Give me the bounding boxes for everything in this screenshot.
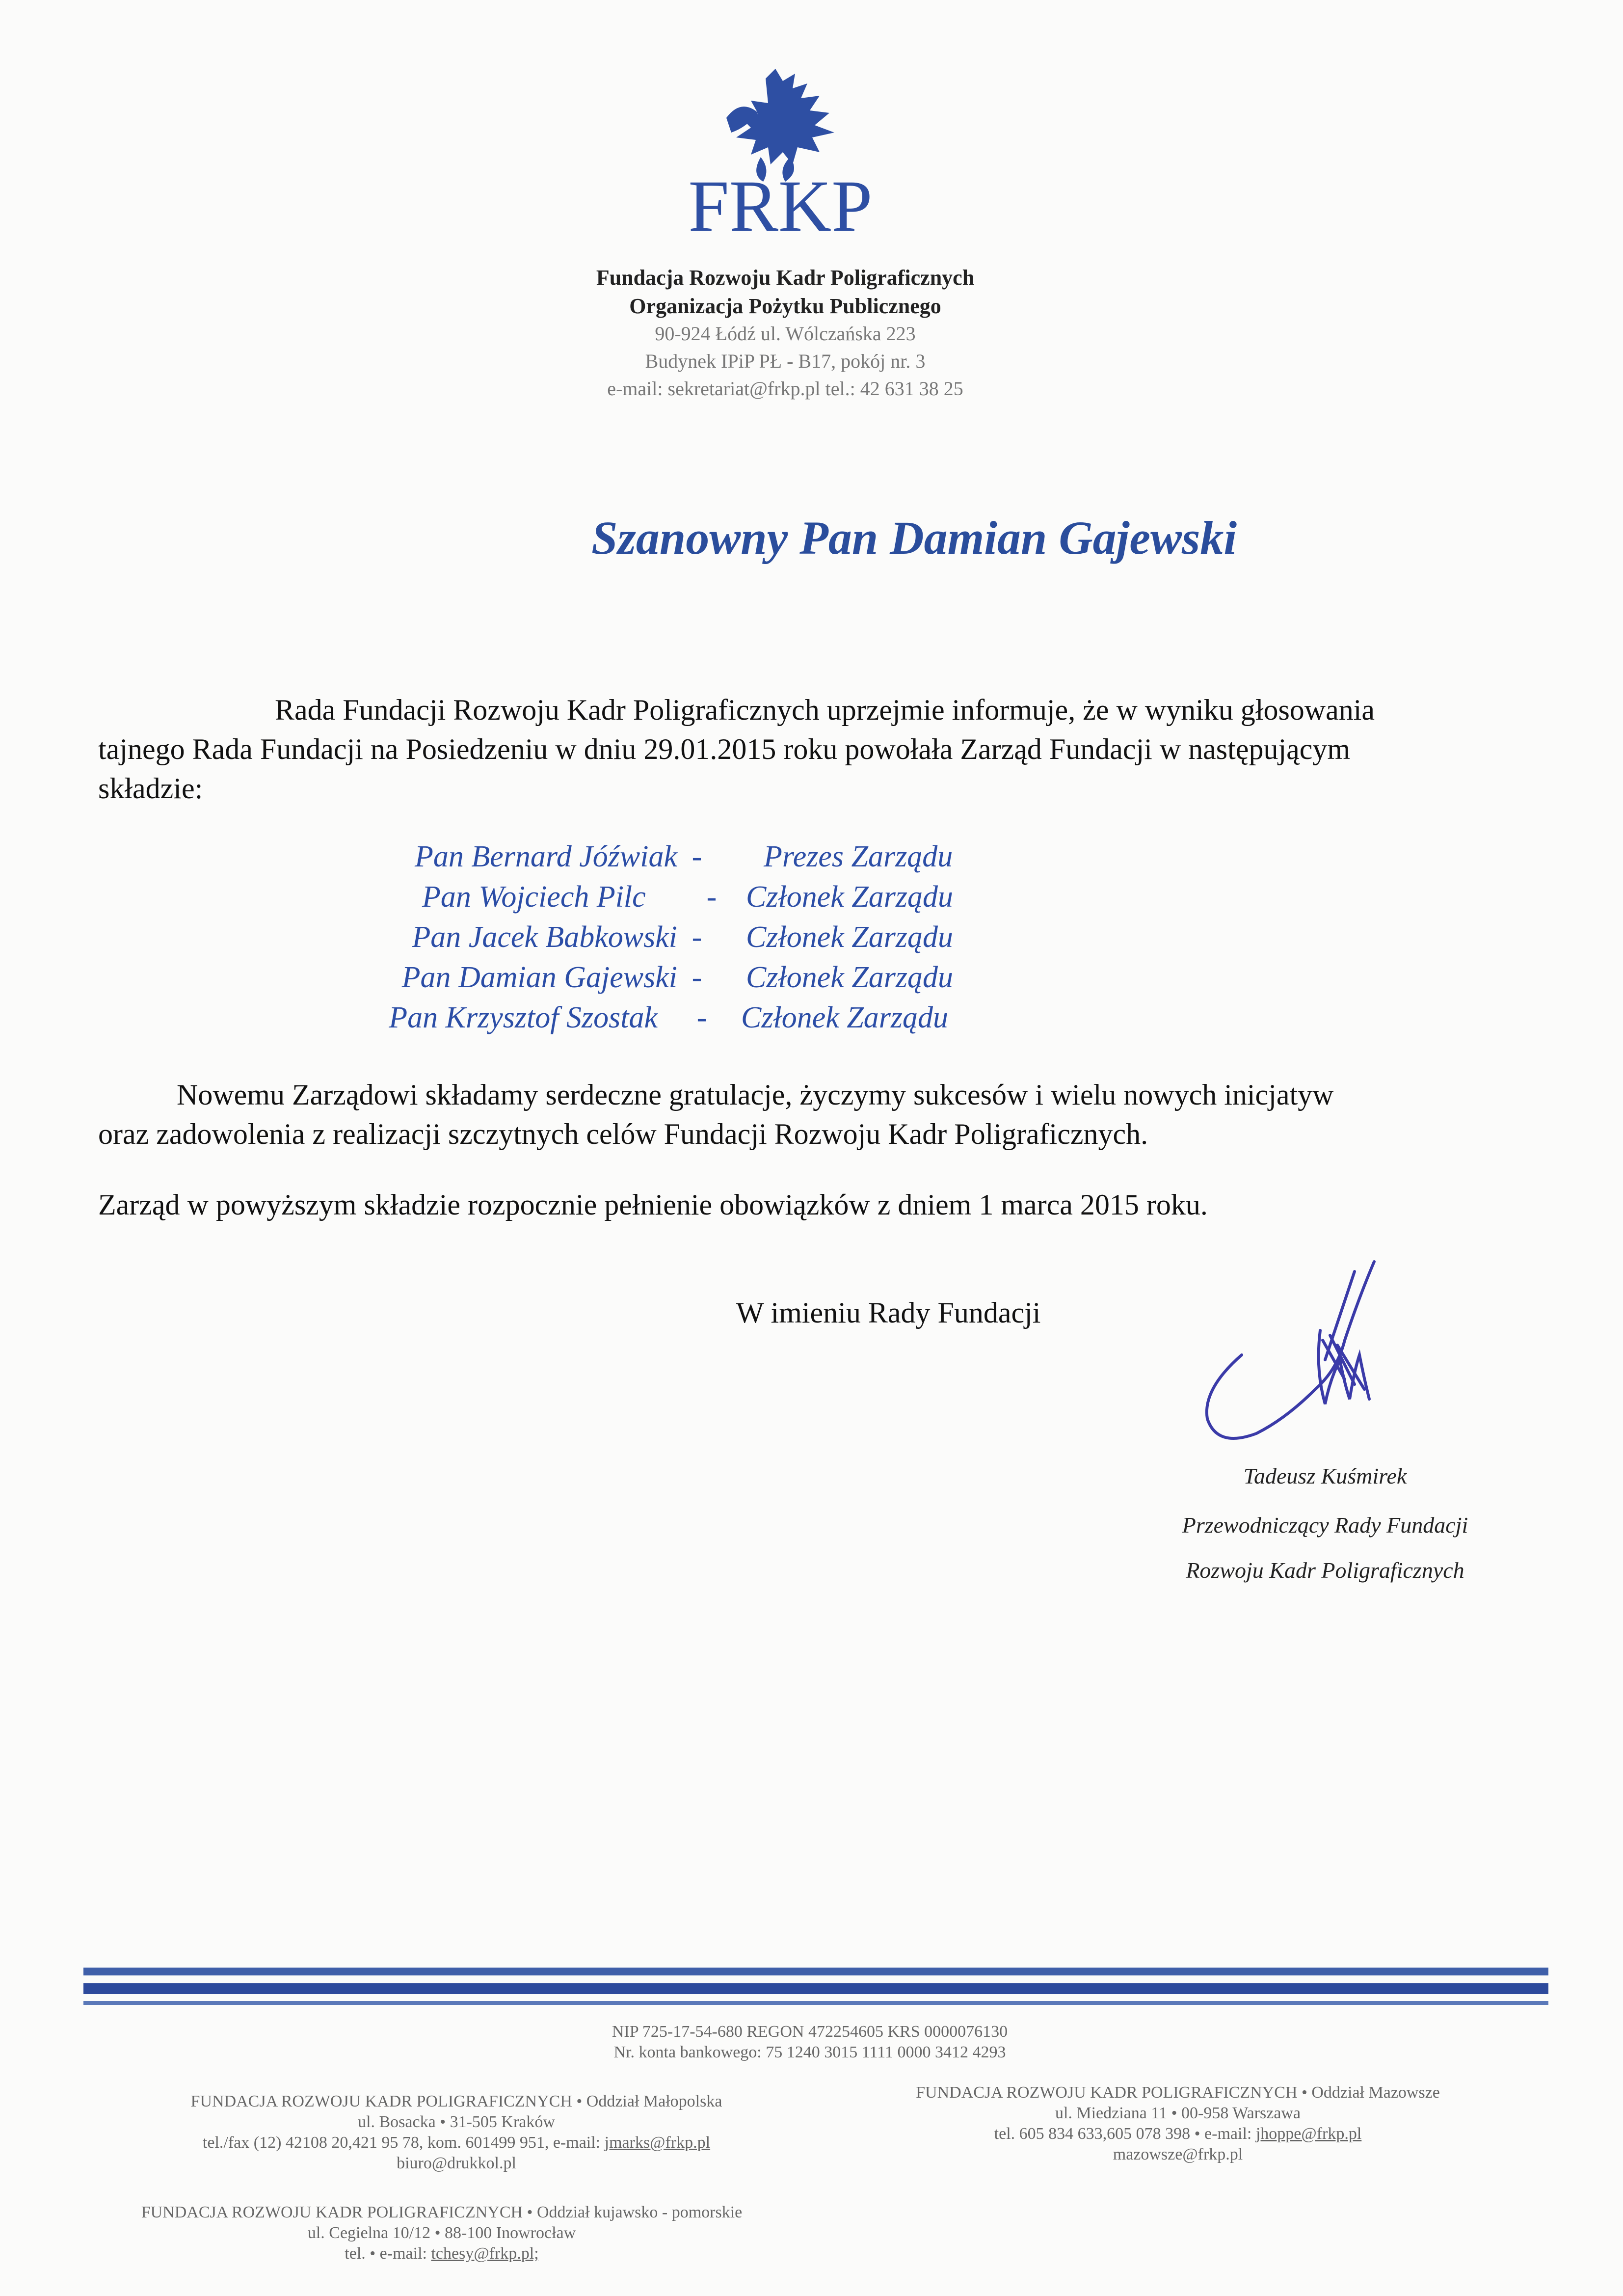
- branch-address: ul. Cegielna 10/12 • 88-100 Inowrocław: [307, 2224, 576, 2242]
- branch-phone-text: tel. • e-mail:: [345, 2244, 431, 2263]
- branch-phone-text: tel. 605 834 633,605 078 398 • e-mail:: [994, 2125, 1256, 2143]
- board-dash: -: [696, 1001, 707, 1034]
- board-member-name: [147, 880, 677, 915]
- paragraph-1-line-3: składzie:: [98, 772, 203, 805]
- board-member-name: Pan Bernard Jóźwiak: [415, 840, 677, 873]
- paragraph-3: Zarząd w powyższym składzie rozpocznie pełnienie obowiązków z dniem 1 marca 2015 roku.: [98, 1189, 1208, 1221]
- org-name: Fundacja Rozwoju Kadr Poligraficznych: [596, 266, 975, 290]
- board-dash: -: [692, 961, 702, 994]
- branch-email-link[interactable]: jhoppe@frkp.pl: [1255, 2125, 1362, 2143]
- footer-rule: [83, 1968, 1548, 1975]
- contact-line: e-mail: sekretariat@frkp.pl tel.: 42 631 38 25: [607, 378, 963, 400]
- paragraph-1-line-1: Rada Fundacji Rozwoju Kadr Poligraficznych uprzejmie informuje, że w wyniku głosowania: [275, 694, 1375, 726]
- branch-address: ul. Miedziana 11 • 00-958 Warszawa: [1055, 2104, 1301, 2122]
- board-member-role: Członek Zarządu: [741, 1001, 948, 1034]
- branch-phone: [74, 2244, 810, 2263]
- branch-email-link[interactable]: jmarks@frkp.pl: [604, 2134, 711, 2152]
- branch-phone: [859, 2125, 1497, 2143]
- org-status: Organizacja Pożytku Publicznego: [629, 294, 941, 318]
- frkp-logo: [672, 59, 888, 255]
- board-member-name: Pan Damian Gajewski: [401, 961, 677, 994]
- branch-email-link[interactable]: tchesy@frkp.pl;: [431, 2244, 539, 2263]
- paragraph-2-line-1: Nowemu Zarządowi składamy serdeczne gratulacje, życzymy sukcesów i wielu nowych inicjatyw: [177, 1079, 1334, 1111]
- signatory-title-2: Rozwoju Kadr Poligraficznych: [1186, 1558, 1464, 1583]
- paragraph-2-line-2: oraz zadowolenia z realizacji szczytnych celów Fundacji Rozwoju Kadr Poligraficznych.: [98, 1118, 1148, 1150]
- board-member-name: Pan Krzysztof Szostak: [389, 1001, 658, 1034]
- griffin-icon: [726, 69, 834, 182]
- board-member-role: Członek Zarządu: [746, 920, 953, 954]
- branch-email-secondary: mazowsze@frkp.pl: [1113, 2145, 1243, 2163]
- branch-title: FUNDACJA ROZWOJU KADR POLIGRAFICZNYCH • Oddział kujawsko - pomorskie: [141, 2203, 743, 2221]
- board-dash: -: [706, 880, 717, 914]
- branch-title: FUNDACJA ROZWOJU KADR POLIGRAFICZNYCH • Oddział Mazowsze: [916, 2083, 1440, 2102]
- salutation: Szanowny Pan Damian Gajewski: [591, 512, 1237, 564]
- address-line-1: 90-924 Łódź ul. Wólczańska 223: [655, 323, 916, 345]
- branch-address: ul. Bosacka • 31-505 Kraków: [358, 2113, 555, 2131]
- board-member-name-text: Pan Wojciech Pilc: [422, 880, 646, 914]
- footer-rule: [83, 1983, 1548, 1994]
- paragraph-1-line-2: tajnego Rada Fundacji na Posiedzeniu w dniu 29.01.2015 roku powołała Zarząd Fundacji w następującym: [98, 733, 1351, 765]
- signatory-name: Tadeusz Kuśmirek: [1243, 1463, 1407, 1488]
- board-member-role: Członek Zarządu: [746, 880, 953, 914]
- footer-rule: [83, 2001, 1548, 2005]
- bank-line: Nr. konta bankowego: 75 1240 3015 1111 0000 3412 4293: [613, 2043, 1006, 2061]
- signatory-title-1: Przewodniczący Rady Fundacji: [1182, 1513, 1468, 1538]
- logo-text: FRKP: [688, 165, 873, 247]
- branch-title: FUNDACJA ROZWOJU KADR POLIGRAFICZNYCH • Oddział Małopolska: [190, 2092, 722, 2110]
- branch-phone: [88, 2134, 825, 2152]
- signature: [1197, 1257, 1384, 1453]
- board-member-role: Prezes Zarządu: [764, 840, 953, 873]
- board-dash: -: [692, 920, 702, 954]
- closing: W imieniu Rady Fundacji: [736, 1297, 1041, 1329]
- address-line-2: Budynek IPiP PŁ - B17, pokój nr. 3: [645, 350, 926, 372]
- branch-phone-text: tel./fax (12) 42108 20,421 95 78, kom. 601499 951, e-mail:: [202, 2134, 605, 2152]
- board-member-role: Członek Zarządu: [746, 961, 953, 994]
- board-dash: -: [692, 840, 702, 873]
- branch-email-secondary: biuro@drukkol.pl: [397, 2154, 516, 2172]
- registry-line: NIP 725-17-54-680 REGON 472254605 KRS 0000076130: [612, 2023, 1008, 2041]
- board-member-name: Pan Jacek Babkowski: [412, 920, 677, 954]
